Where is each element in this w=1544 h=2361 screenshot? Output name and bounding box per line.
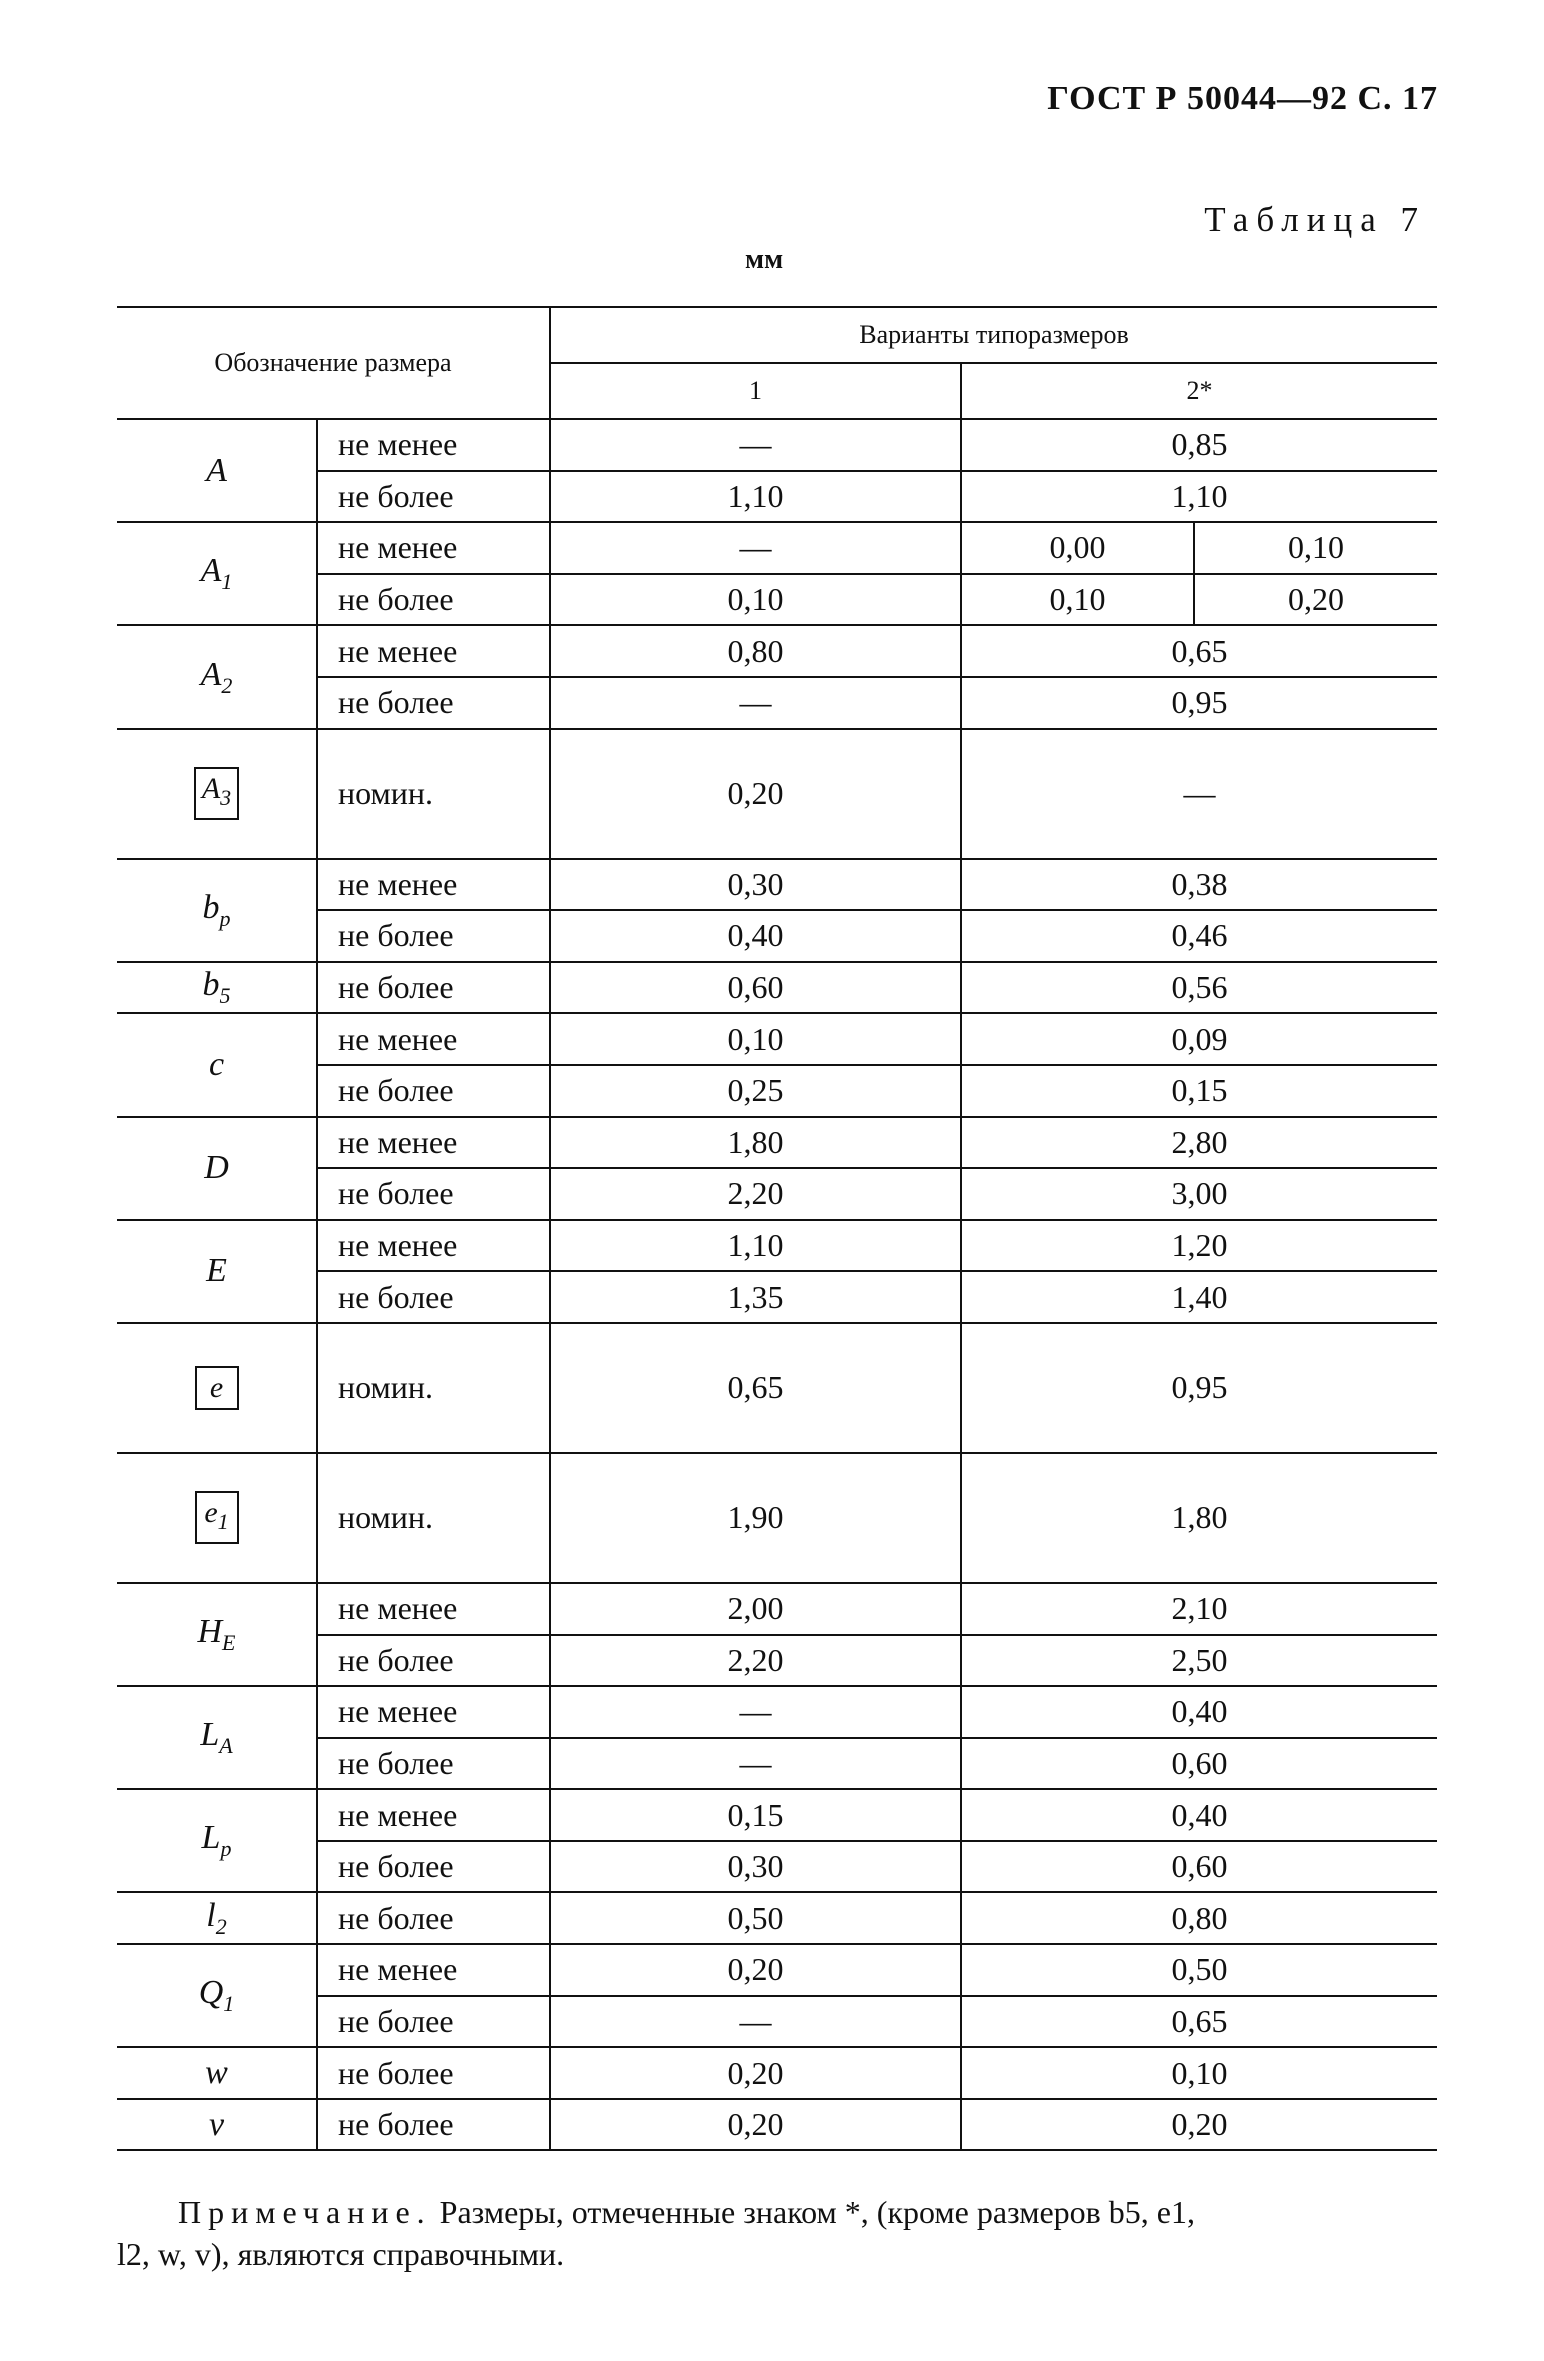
- symbol-text: $L_p$: [201, 1819, 232, 1862]
- boxed-symbol: $e_1$: [195, 1491, 239, 1544]
- symbol-text: v: [208, 2105, 225, 2143]
- value-variant-2: 0,20: [961, 2099, 1437, 2151]
- value-variant-2: 1,10: [961, 471, 1437, 523]
- value-variant-1: 0,50: [550, 1892, 961, 1944]
- table-row: [117, 625, 1437, 677]
- note-text: Размеры, отмеченные знаком *, (кроме размеров b5, e1,: [431, 2194, 1195, 2230]
- value-variant-1: 0,30: [550, 1841, 961, 1893]
- symbol-text: A: [206, 451, 227, 489]
- qualifier: не менее: [317, 1220, 550, 1272]
- qualifier: не более: [317, 1738, 550, 1790]
- value-variant-2a: 0,00: [961, 522, 1194, 574]
- value-variant-2: 0,60: [961, 1738, 1437, 1790]
- qualifier: не более: [317, 1841, 550, 1893]
- value-variant-2: 2,10: [961, 1583, 1437, 1635]
- value-variant-2: 0,60: [961, 1841, 1437, 1893]
- qualifier: не более: [317, 2099, 550, 2151]
- dimensions-table: [117, 306, 1437, 2151]
- table-row: [117, 2047, 1437, 2099]
- value-variant-1: 0,20: [550, 1944, 961, 1996]
- value-variant-2: 0,50: [961, 1944, 1437, 1996]
- qualifier: не менее: [317, 419, 550, 471]
- value-variant-2: 0,95: [961, 1323, 1437, 1453]
- symbol-text: $L_A$: [200, 1716, 233, 1759]
- value-variant-2: 0,65: [961, 625, 1437, 677]
- value-variant-1: 0,25: [550, 1065, 961, 1117]
- qualifier: не менее: [317, 1789, 550, 1841]
- value-variant-1: 0,10: [550, 1013, 961, 1065]
- value-variant-1: 1,90: [550, 1453, 961, 1583]
- note-lead: Примечание.: [178, 2194, 432, 2230]
- dimension-symbol: [117, 2099, 317, 2151]
- qualifier: не менее: [317, 522, 550, 574]
- value-variant-1: 0,20: [550, 2047, 961, 2099]
- value-variant-1: —: [550, 522, 961, 574]
- value-variant-2b: 0,20: [1194, 574, 1437, 626]
- table-row: [117, 729, 1437, 859]
- table-row: [117, 1686, 1437, 1738]
- value-variant-2: 0,80: [961, 1892, 1437, 1944]
- qualifier: не менее: [317, 1583, 550, 1635]
- qualifier: не более: [317, 677, 550, 729]
- dimension-symbol: [117, 729, 317, 859]
- header-variant-2: 2*: [961, 363, 1437, 419]
- symbol-text: D: [204, 1149, 229, 1187]
- qualifier: не менее: [317, 859, 550, 911]
- symbol-text: $b_p$: [202, 888, 231, 931]
- value-variant-1: 2,20: [550, 1635, 961, 1687]
- value-variant-1: —: [550, 1686, 961, 1738]
- table-row: [117, 962, 1437, 1014]
- value-variant-1: —: [550, 677, 961, 729]
- value-variant-1: 0,65: [550, 1323, 961, 1453]
- value-variant-1: 2,20: [550, 1168, 961, 1220]
- table-row: [117, 2099, 1437, 2151]
- symbol-text: $A_1$: [200, 552, 233, 595]
- qualifier: не более: [317, 1168, 550, 1220]
- table-units: мм: [745, 244, 784, 275]
- value-variant-1: 1,80: [550, 1117, 961, 1169]
- boxed-symbol: $A_3$: [194, 767, 239, 820]
- qualifier: не менее: [317, 1117, 550, 1169]
- qualifier: не более: [317, 962, 550, 1014]
- table-row: [117, 1789, 1437, 1841]
- table-body: [117, 419, 1437, 2150]
- table-row: [117, 859, 1437, 911]
- qualifier: не более: [317, 574, 550, 626]
- value-variant-1: 1,10: [550, 471, 961, 523]
- table-row: [117, 1323, 1437, 1453]
- dimension-symbol: [117, 962, 317, 1014]
- symbol-text: $b_5$: [202, 966, 231, 1008]
- symbol-text: $Q_1$: [198, 1974, 235, 2017]
- value-variant-1: 0,20: [550, 2099, 961, 2151]
- value-variant-1: 0,20: [550, 729, 961, 859]
- table-row: [117, 522, 1437, 574]
- table-row: [117, 1013, 1437, 1065]
- symbol-text: $A_2$: [200, 655, 233, 698]
- value-variant-2: 0,56: [961, 962, 1437, 1014]
- value-variant-1: —: [550, 419, 961, 471]
- qualifier: не более: [317, 2047, 550, 2099]
- value-variant-2: 3,00: [961, 1168, 1437, 1220]
- value-variant-2: 0,38: [961, 859, 1437, 911]
- table-note: [178, 2190, 1438, 2234]
- value-variant-2: 0,15: [961, 1065, 1437, 1117]
- table-row: [117, 1220, 1437, 1272]
- dimension-symbol: [117, 625, 317, 728]
- value-variant-1: 0,60: [550, 962, 961, 1014]
- value-variant-1: 0,30: [550, 859, 961, 911]
- header-designation: Обозначение размера: [117, 307, 550, 419]
- symbol-text: $l_2$: [206, 1896, 227, 1939]
- boxed-symbol: e: [195, 1366, 239, 1410]
- dimension-symbol: [117, 419, 317, 522]
- document-header: ГОСТ Р 50044—92 С. 17: [1047, 80, 1438, 117]
- qualifier: не менее: [317, 1944, 550, 1996]
- value-variant-1: 0,40: [550, 910, 961, 962]
- qualifier: номин.: [317, 1323, 550, 1453]
- value-variant-2: 0,65: [961, 1996, 1437, 2048]
- table-row: [117, 1453, 1437, 1583]
- value-variant-1: 1,35: [550, 1271, 961, 1323]
- value-variant-2: 0,85: [961, 419, 1437, 471]
- header-variants: Варианты типоразмеров: [550, 307, 1437, 363]
- table-row: [117, 1583, 1437, 1635]
- value-variant-1: 1,10: [550, 1220, 961, 1272]
- table-row: [117, 419, 1437, 471]
- value-variant-2: 1,40: [961, 1271, 1437, 1323]
- header-variant-1: 1: [550, 363, 961, 419]
- value-variant-1: 0,15: [550, 1789, 961, 1841]
- dimension-symbol: [117, 1117, 317, 1220]
- dimension-symbol: [117, 1013, 317, 1116]
- qualifier: не более: [317, 1996, 550, 2048]
- value-variant-2: 0,46: [961, 910, 1437, 962]
- qualifier: не менее: [317, 625, 550, 677]
- symbol-text: w: [205, 2054, 228, 2092]
- value-variant-1: —: [550, 1996, 961, 2048]
- value-variant-1: 0,10: [550, 574, 961, 626]
- qualifier: не более: [317, 1892, 550, 1944]
- dimension-symbol: [117, 1789, 317, 1892]
- qualifier: номин.: [317, 729, 550, 859]
- qualifier: не менее: [317, 1686, 550, 1738]
- dimension-symbol: [117, 1892, 317, 1944]
- note-text-continued: l2, w, v), являются справочными.: [117, 2236, 565, 2272]
- qualifier: не более: [317, 1271, 550, 1323]
- qualifier: не более: [317, 1065, 550, 1117]
- value-variant-2: 0,09: [961, 1013, 1437, 1065]
- value-variant-2: —: [961, 729, 1437, 859]
- table-row: [117, 1117, 1437, 1169]
- table-label: Таблица 7: [1204, 200, 1426, 239]
- table-row: [117, 1892, 1437, 1944]
- value-variant-1: —: [550, 1738, 961, 1790]
- qualifier: не более: [317, 471, 550, 523]
- value-variant-2: 0,10: [961, 2047, 1437, 2099]
- value-variant-2b: 0,10: [1194, 522, 1437, 574]
- dimension-symbol: [117, 1220, 317, 1323]
- symbol-text: E: [206, 1252, 227, 1290]
- dimension-symbol: [117, 1323, 317, 1453]
- dimension-symbol: [117, 1686, 317, 1789]
- qualifier: не менее: [317, 1013, 550, 1065]
- value-variant-1: 2,00: [550, 1583, 961, 1635]
- qualifier: не более: [317, 910, 550, 962]
- dimension-symbol: [117, 1583, 317, 1686]
- value-variant-2: 1,80: [961, 1453, 1437, 1583]
- value-variant-2: 0,40: [961, 1686, 1437, 1738]
- qualifier: номин.: [317, 1453, 550, 1583]
- value-variant-2: 0,95: [961, 677, 1437, 729]
- symbol-text: $H_E$: [197, 1613, 236, 1655]
- dimension-symbol: [117, 2047, 317, 2099]
- dimension-symbol: [117, 522, 317, 625]
- symbol-text: c: [208, 1045, 225, 1083]
- dimension-symbol: [117, 1944, 317, 2047]
- dimension-symbol: [117, 859, 317, 962]
- table-row: [117, 1944, 1437, 1996]
- value-variant-2: 2,50: [961, 1635, 1437, 1687]
- value-variant-2: 0,40: [961, 1789, 1437, 1841]
- dimension-symbol: [117, 1453, 317, 1583]
- qualifier: не более: [317, 1635, 550, 1687]
- value-variant-2: 2,80: [961, 1117, 1437, 1169]
- value-variant-2: 1,20: [961, 1220, 1437, 1272]
- value-variant-2a: 0,10: [961, 574, 1194, 626]
- value-variant-1: 0,80: [550, 625, 961, 677]
